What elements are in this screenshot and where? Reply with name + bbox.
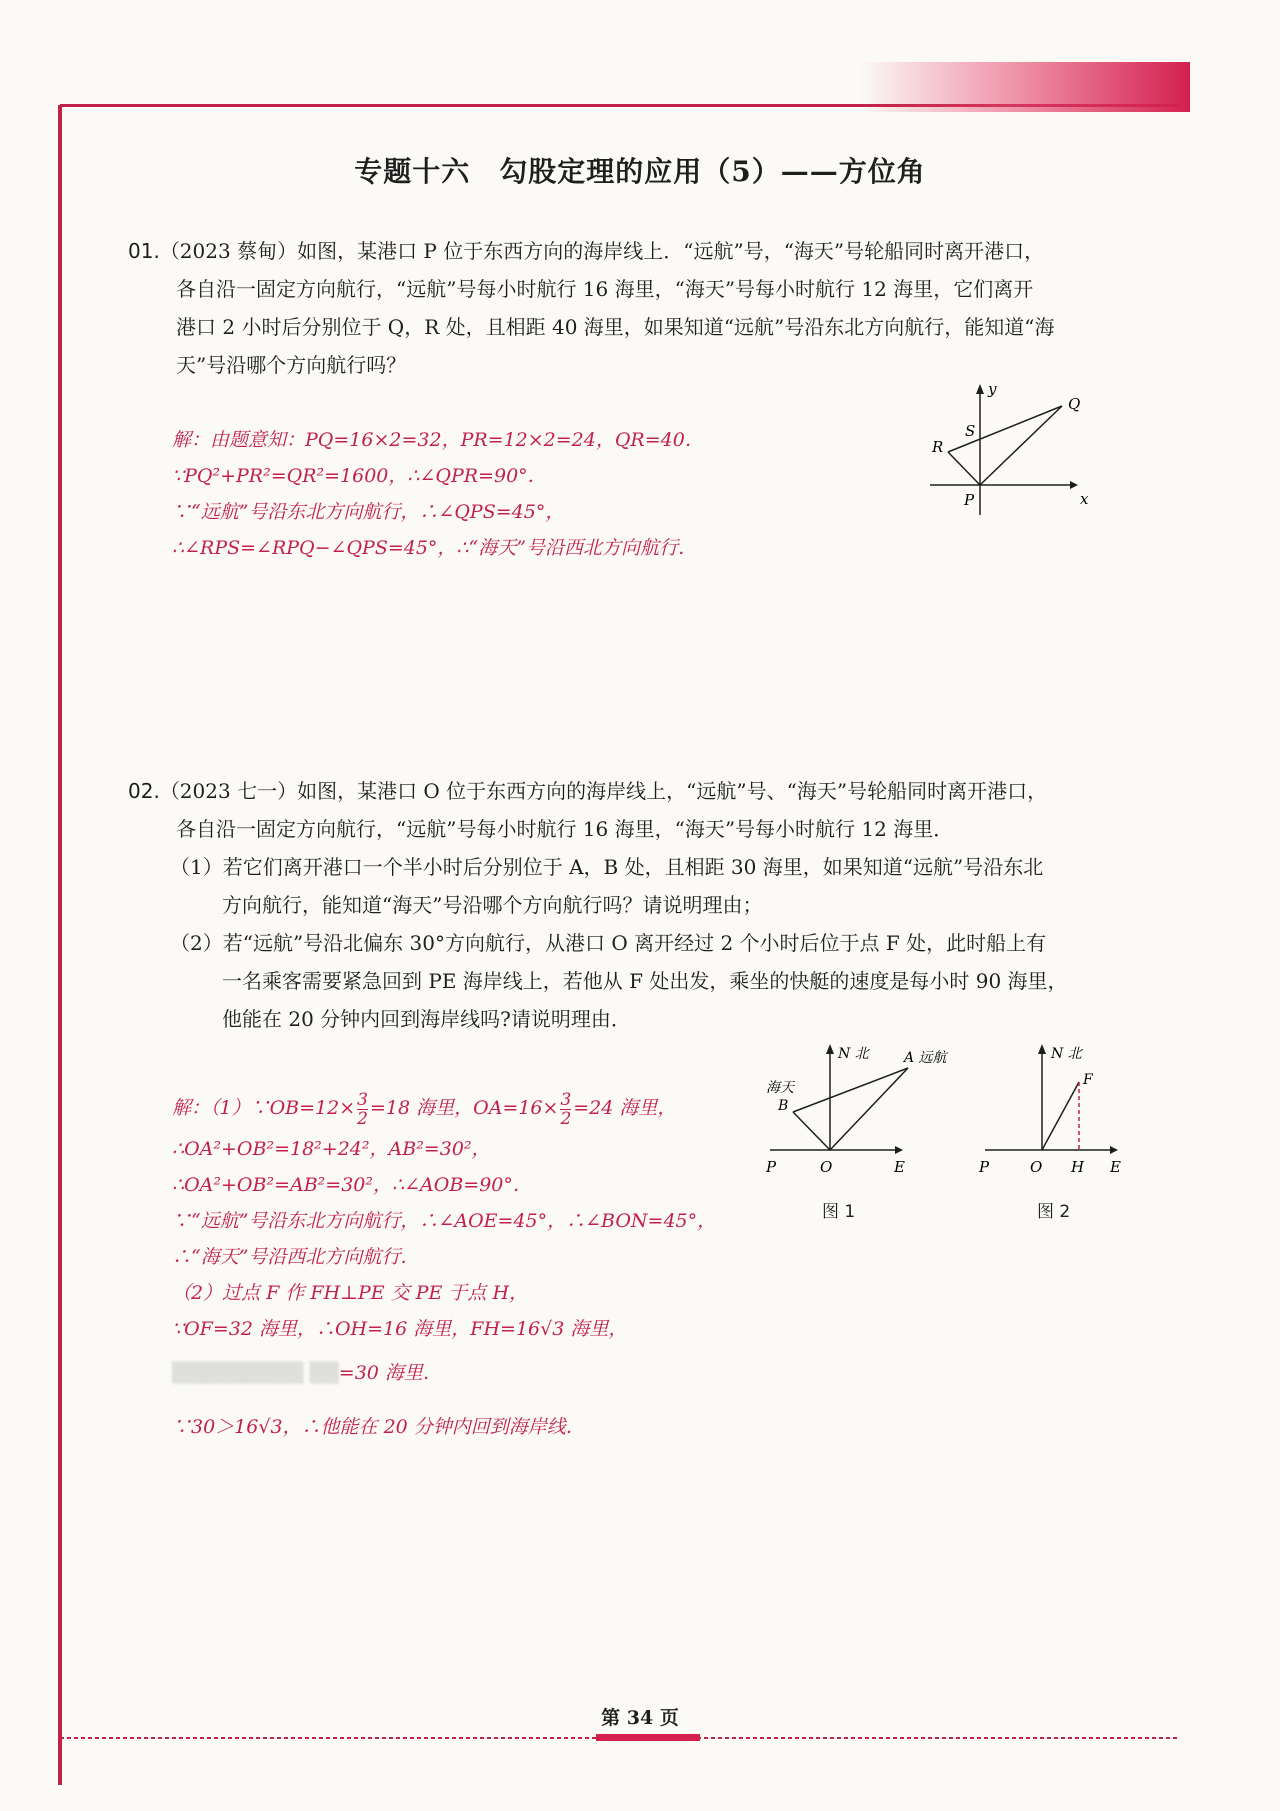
q2-part2-line-3: 他能在 20 分钟内回到海岸线吗?请说明理由． — [222, 1007, 631, 1031]
fig1-label-B: B — [778, 1098, 789, 1114]
fig1-label-P: P — [766, 1158, 777, 1176]
fig1-label-O: O — [820, 1158, 833, 1176]
fig2-label-O: O — [1030, 1158, 1043, 1176]
q2-solution-line: ∴“海天”号沿西北方向航行． — [172, 1246, 420, 1268]
q2-solution-last: ∵30＞16√3，∴他能在 20 分钟内回到海岸线． — [172, 1416, 585, 1438]
q1-figure-svg — [920, 380, 1100, 530]
q1-figure — [920, 380, 1100, 530]
y-axis-arrow — [976, 384, 984, 394]
q2-part1-line-1: （1）若它们离开港口一个半小时后分别位于 A，B 处，且相距 30 海里，如果知道“远航”号沿东北 — [170, 855, 1044, 879]
fraction-denominator: 2 — [357, 1108, 368, 1129]
q2-solution-line: （2）过点 F 作 FH⊥PE 交 PE 于点 H， — [172, 1282, 529, 1304]
q2-number: 02. — [128, 779, 160, 803]
x-axis-arrow — [1070, 481, 1078, 489]
label-R: R — [932, 438, 944, 456]
fig1-segment-BA — [793, 1068, 908, 1112]
page-left-border — [58, 105, 62, 1785]
segment-PQ — [980, 406, 1062, 485]
fig2-arrow-N — [1038, 1044, 1046, 1054]
q2-solution-line: ∵“远航”号沿东北方向航行，∴∠AOE=45°，∴∠BON=45°， — [172, 1210, 717, 1232]
label-y: y — [988, 380, 997, 398]
fig1-caption: 图 1 — [822, 1202, 856, 1222]
q1-line-2: 各自沿一固定方向航行，“远航”号每小时航行 16 海里，“海天”号每小时航行 12 海里，它们离开 — [176, 277, 1034, 301]
fig1-arrow-N — [826, 1044, 834, 1054]
fraction-numerator: 3 — [357, 1089, 368, 1110]
fig2-label-N: N 北 — [1051, 1046, 1082, 1062]
fig1-segment-BO — [793, 1112, 830, 1150]
q1-number: 01. — [128, 239, 160, 263]
q1-solution-line: ∴∠RPS=∠RPQ−∠QPS=45°，∴“海天”号沿西北方向航行． — [172, 537, 697, 559]
question-2 — [128, 772, 1068, 1038]
q1-solution-line: 解：由题意知：PQ=16×2=32，PR=12×2=24，QR=40． — [172, 429, 704, 451]
q2-sol-suffix: =24 海里， — [573, 1097, 677, 1119]
q2-sol-mid: =18 海里，OA=16× — [369, 1097, 559, 1119]
q1-text-1: （2023 蔡甸）如图，某港口 P 位于东西方向的海岸线上．“远航”号，“海天”号轮船同时离开港口， — [159, 239, 1045, 263]
q2-sol-blurred-tail: =30 海里． — [338, 1362, 442, 1384]
fig2-arrow-E — [1110, 1146, 1118, 1154]
q2-part2-line-2: 一名乘客需要紧急回到 PE 海岸线上，若他从 F 处出发，乘坐的快艇的速度是每小时 90 海里， — [222, 969, 1068, 993]
fraction-3-2 — [357, 1091, 368, 1128]
fraction-3-2 — [560, 1091, 571, 1128]
fig1-segment-OA — [830, 1068, 908, 1150]
q1-solution — [172, 422, 704, 566]
blurred-text: ▒▒▒▒▒▒▒▒▒ ▒▒ — [172, 1362, 339, 1384]
q1-solution-line: ∵PQ²+PR²=QR²=1600，∴∠QPR=90°． — [172, 465, 547, 487]
fig1-label-haitian: 海天 — [766, 1080, 794, 1096]
fig1-label-A: A 远航 — [904, 1050, 947, 1066]
page-number: 第 34 页 — [601, 1707, 679, 1729]
label-Q: Q — [1068, 395, 1081, 413]
header-band — [860, 62, 1190, 112]
q1-solution-line: ∵“远航”号沿东北方向航行，∴∠QPS=45°， — [172, 501, 565, 523]
fig2-caption: 图 2 — [1037, 1202, 1071, 1222]
q2-solution-blurred-line — [172, 1355, 716, 1391]
page-title: 专题十六 勾股定理的应用（5）——方位角 — [354, 155, 926, 188]
fig1-svg — [760, 1040, 970, 1180]
q2-solution-line: ∴OA²+OB²=AB²=30²，∴∠AOB=90°． — [172, 1174, 532, 1196]
label-P: P — [964, 491, 975, 509]
q2-figure-1 — [760, 1040, 970, 1222]
fig2-svg — [975, 1040, 1135, 1180]
q2-part1-line-2: 方向航行，能知道“海天”号沿哪个方向航行吗？请说明理由； — [222, 893, 763, 917]
fig2-label-E: E — [1110, 1158, 1121, 1176]
q2-figure-2 — [975, 1040, 1135, 1222]
q2-sol-prefix: 解：（1）∵OB=12× — [172, 1097, 356, 1119]
fig2-label-H: H — [1071, 1158, 1085, 1176]
q2-solution-line: ∴OA²+OB²=18²+24²，AB²=30²， — [172, 1138, 491, 1160]
footer-bar — [596, 1734, 700, 1741]
q1-line-3: 港口 2 小时后分别位于 Q，R 处，且相距 40 海里，如果知道“远航”号沿东北方向航行，能知道“海 — [176, 315, 1055, 339]
q1-line-4: 天”号沿哪个方向航行吗？ — [176, 353, 407, 377]
fig2-label-P: P — [979, 1158, 990, 1176]
fig2-segment-OF — [1042, 1082, 1079, 1150]
q1-line-1 — [128, 232, 1054, 270]
q2-text-1: （2023 七一）如图，某港口 O 位于东西方向的海岸线上，“远航”号、“海天”号轮船同时离开港口， — [159, 779, 1048, 803]
fig1-label-N: N 北 — [838, 1046, 869, 1062]
q2-solution — [172, 1085, 716, 1445]
label-x: x — [1080, 490, 1089, 508]
q2-line-2: 各自沿一固定方向航行，“远航”号每小时航行 16 海里，“海天”号每小时航行 12 海里． — [176, 817, 954, 841]
fraction-numerator: 3 — [560, 1089, 572, 1110]
q2-solution-line-1 — [172, 1085, 716, 1131]
segment-RP — [948, 452, 980, 485]
q2-part2-line-1: （2）若“远航”号沿北偏东 30°方向航行，从港口 O 离开经过 2 个小时后位于点 F 处，此时船上有 — [170, 931, 1047, 955]
q2-solution-line: ∵OF=32 海里，∴OH=16 海里，FH=16√3 海里， — [172, 1318, 628, 1340]
label-S: S — [965, 422, 976, 440]
fraction-denominator: 2 — [560, 1108, 572, 1129]
fig1-arrow-E — [895, 1146, 903, 1154]
fig1-label-E: E — [894, 1158, 905, 1176]
fig2-label-F: F — [1083, 1072, 1093, 1088]
question-1 — [128, 232, 1054, 384]
q2-line-1 — [128, 772, 1068, 810]
